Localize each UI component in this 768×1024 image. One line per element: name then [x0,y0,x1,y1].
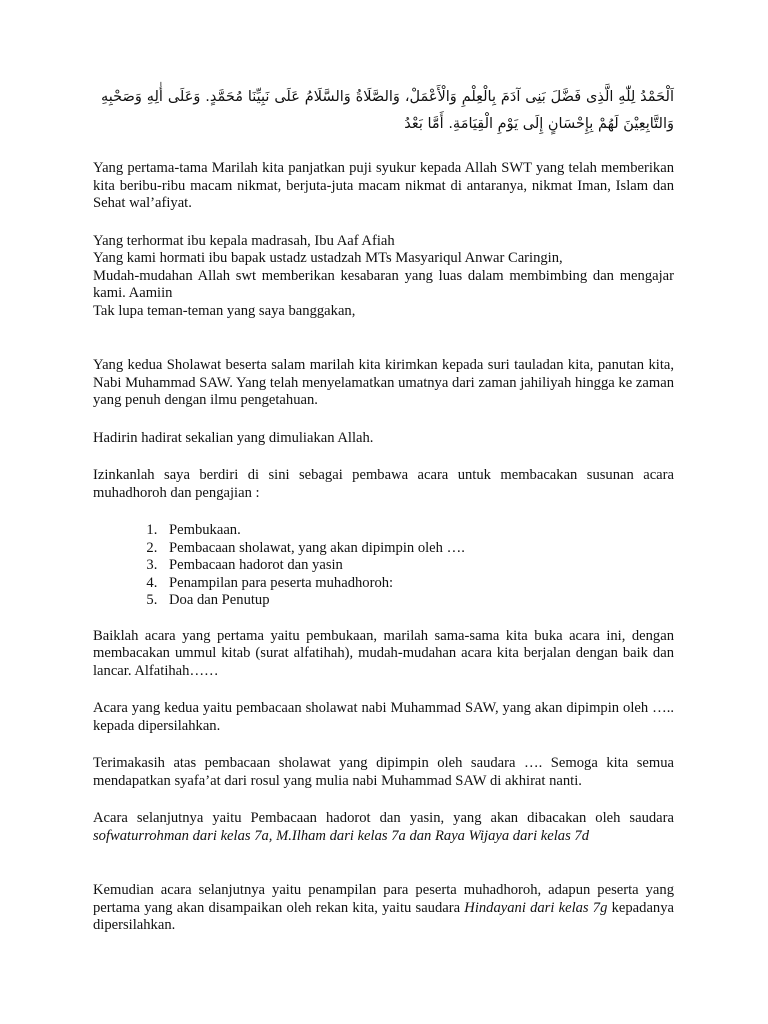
paragraph-sholawat-invitation: Acara yang kedua yaitu pembacaan sholawat nabi Muhammad SAW, yang akan dipimpin oleh ….. kepada dipersilahkan. [93,700,674,734]
greeting-line-prayer: Mudah-mudahan Allah swt memberikan kesabaran yang luas dalam membimbing dan mengajar kami. Aamiin [93,267,674,301]
agenda-list [93,522,674,610]
document-page [93,84,674,935]
paragraph-praise: Yang pertama-tama Marilah kita panjatkan puji syukur kepada Allah SWT yang telah memberikan kita beribu-ribu macam nikmat, berjuta-juta macam nikmat di antaranya, nikmat Iman, Islam dan Sehat wal’afiyat. [93,160,674,211]
paragraph-introduction: Izinkanlah saya berdiri di sini sebagai pembawa acara untuk membacakan susunan acara muhadhoroh dan pengajian : [93,467,674,501]
greeting-line-teachers: Yang kami hormati ibu bapak ustadz ustadzah MTs Masyariqul Anwar Caringin, [93,250,563,266]
agenda-item: 1. Pembukaan. [161,522,674,540]
greeting-line-headmistress: Yang terhormat ibu kepala madrasah, Ibu Aaf Afiah [93,232,395,249]
participants-end: kepadanya dipersilahkan. [93,899,674,933]
paragraph-thanks: Terimakasih atas pembacaan sholawat yang dipimpin oleh saudara …. Semoga kita semua mendapatkan syafa’at dari rosul yang mulia nabi Muhammad SAW di akhirat nanti. [93,755,674,789]
participants-text: Kemudian acara selanjutnya yaitu penampilan para peserta muhadhoroh, adapun peserta yang pertama yang akan disampaikan oleh rekan kita, yaitu saudara [93,882,674,916]
agenda-item: 5. Doa dan Penutup [161,592,674,610]
paragraph-audience: Hadirin hadirat sekalian yang dimuliakan Allah. [93,429,374,446]
paragraph-participants [93,882,674,935]
agenda-item: 4. Penampilan para peserta muhadhoroh: [161,575,674,593]
agenda-item: 2. Pembacaan sholawat, yang akan dipimpin oleh …. [161,540,674,558]
paragraph-opening-fatihah: Baiklah acara yang pertama yaitu pembukaan, marilah sama-sama kita buka acara ini, dengan membacakan ummul kitab (surat alfatihah), mudah-mudahan acara kita berjalan dengan baik dan lancar. Alfatihah…… [93,627,674,679]
paragraph-greetings [93,233,674,321]
hadorot-text: Acara selanjutnya yaitu Pembacaan hadorot dan yasin, yang akan dibacakan oleh saudara [93,810,674,826]
paragraph-sholawat: Yang kedua Sholawat beserta salam marilah kita kirimkan kepada suri tauladan kita, panutan kita, Nabi Muhammad SAW. Yang telah menyelamatkan umatnya dari zaman jahiliyah hingga ke zaman yang penuh dengan ilmu pengetahuan. [93,357,674,408]
participant-name: Hindayani dari kelas 7g [464,899,608,916]
opening-arabic-prayer: اَلْحَمْدُ لِلّٰهِ الَّذِى فَضَّلَ بَنِى آدَمَ بِالْعِلْمِ وَالْأَعْمَلْ، وَالصَّلَاةُ وَالسَّلَامُ عَلَى نَبِيِّنَا مُحَمَّدٍ. وَعَلَى أٰلِهِ وَصَحْبِهِ وَالتَّابِعِيْنَ لَهُمْ بِإِحْسَانٍ إِلَى يَوْمِ الْقِيَامَةِ. أَمَّا بَعْدُ [101,89,674,132]
hadorot-readers: sofwaturrohman dari kelas 7a, M.Ilham dari kelas 7a dan Raya Wijaya dari kelas 7d [93,827,590,844]
agenda-item: 3. Pembacaan hadorot dan yasin [161,557,674,575]
paragraph-hadorot-yasin [93,810,674,845]
greeting-line-friends: Tak lupa teman-teman yang saya banggakan, [93,302,356,319]
